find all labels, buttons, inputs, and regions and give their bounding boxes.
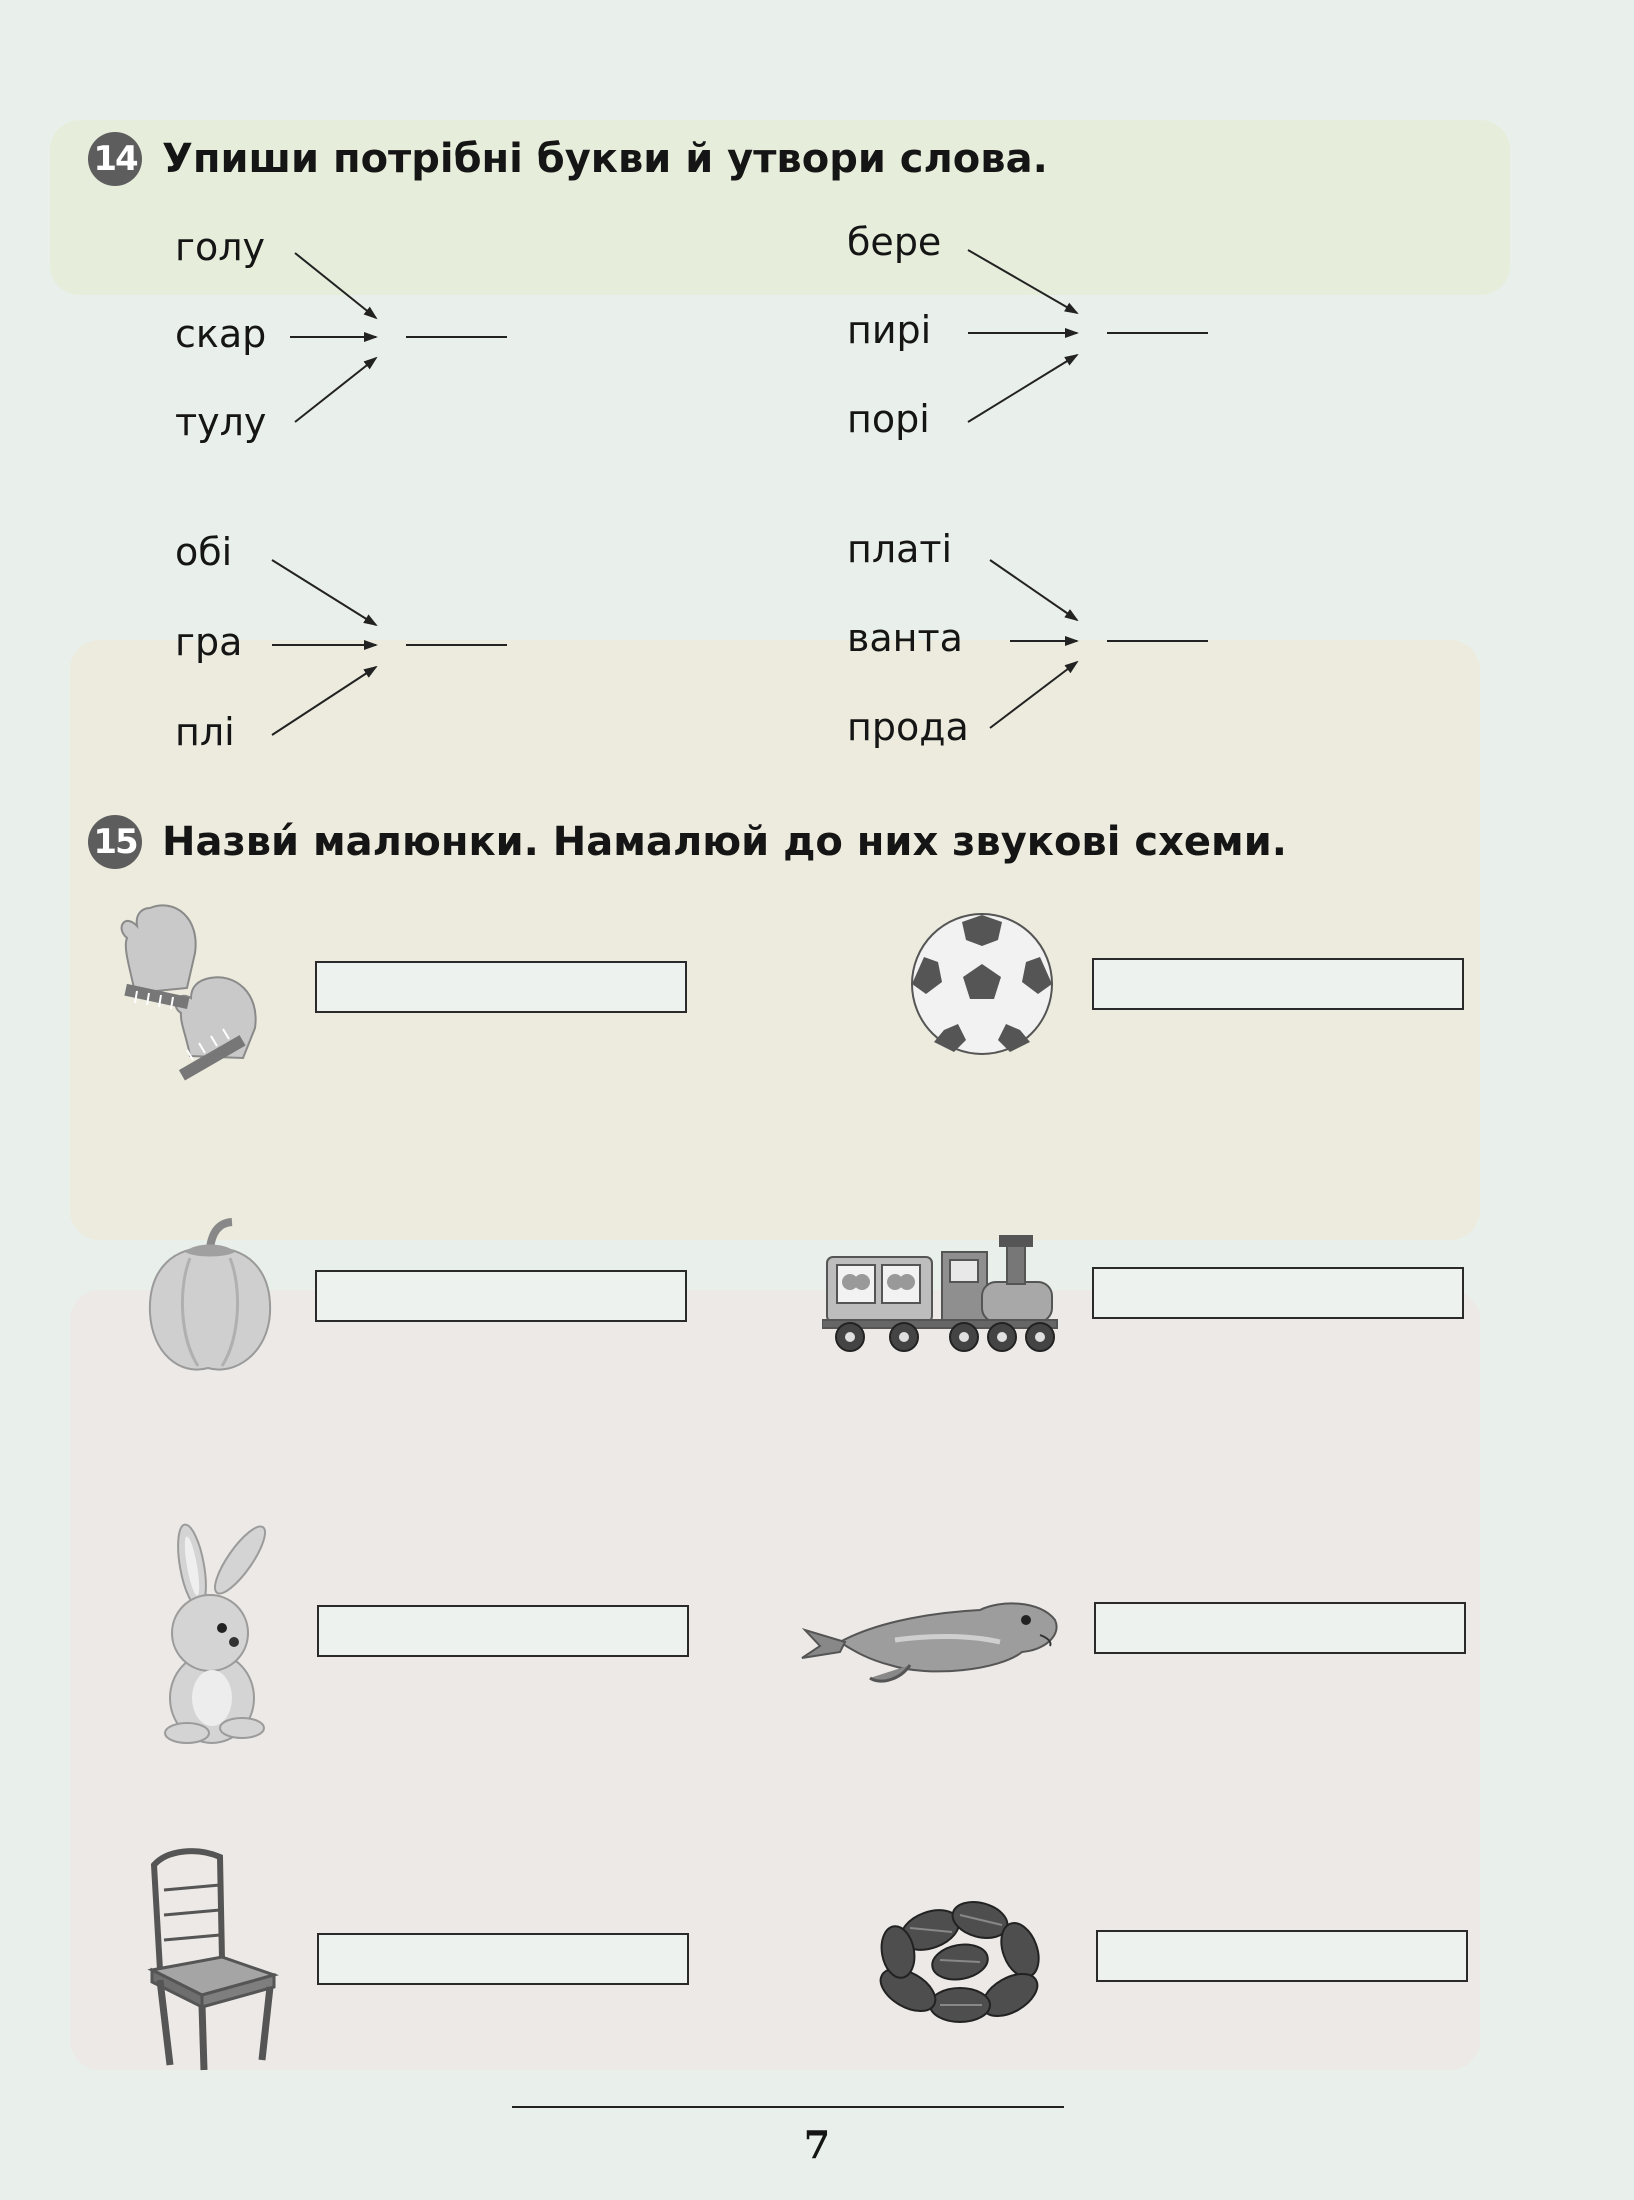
word-golu: голу (175, 225, 265, 269)
word-pli: плі (175, 710, 235, 754)
word-piri: пирі (847, 308, 932, 352)
word-hra: гра (175, 620, 243, 664)
word-plati: платі (847, 527, 953, 571)
word-proda: прода (847, 705, 969, 749)
sound-scheme-box[interactable] (315, 961, 687, 1013)
sound-scheme-box[interactable] (317, 1605, 689, 1657)
footer-rule (512, 2106, 1064, 2108)
word-pori: порі (847, 397, 930, 441)
page-number: 7 (803, 2122, 831, 2167)
word-vanta: ванта (847, 616, 963, 660)
task-14-title: Упиши потрібні букви й утвори слова. (162, 136, 1048, 182)
sound-scheme-box[interactable] (1094, 1602, 1466, 1654)
arrow (968, 250, 1077, 313)
task-15-number: 15 (88, 815, 142, 869)
seal-picture (800, 1580, 1065, 1690)
arrow (272, 667, 376, 735)
bell-pepper-picture (140, 1218, 280, 1378)
hare-picture (152, 1518, 282, 1748)
task-14-number: 14 (88, 132, 142, 186)
word-bere: бере (847, 220, 942, 264)
task-15-title: Назви́ малюнки. Намалюй до них звукові схеми. (162, 819, 1287, 865)
sound-scheme-box[interactable] (1092, 1267, 1464, 1319)
arrow (272, 560, 376, 625)
toy-train-picture (822, 1232, 1062, 1357)
sound-scheme-box[interactable] (317, 1933, 689, 1985)
arrow (990, 662, 1077, 728)
word-skar: скар (175, 312, 267, 356)
sound-scheme-box[interactable] (1096, 1930, 1468, 1982)
sound-scheme-box[interactable] (315, 1270, 687, 1322)
task-15-header (88, 815, 1287, 869)
arrow (295, 358, 376, 422)
word-tulu: тулу (175, 400, 267, 444)
arrow (295, 253, 376, 318)
mittens-picture (115, 898, 275, 1083)
sunflower-seeds-picture (870, 1890, 1055, 2030)
sound-scheme-box[interactable] (1092, 958, 1464, 1010)
word-obi: обі (175, 530, 233, 574)
arrow (968, 355, 1077, 422)
soccer-ball-picture (910, 912, 1055, 1057)
arrow (990, 560, 1077, 620)
chair-picture (142, 1845, 282, 2075)
word-arrows (0, 0, 1634, 800)
